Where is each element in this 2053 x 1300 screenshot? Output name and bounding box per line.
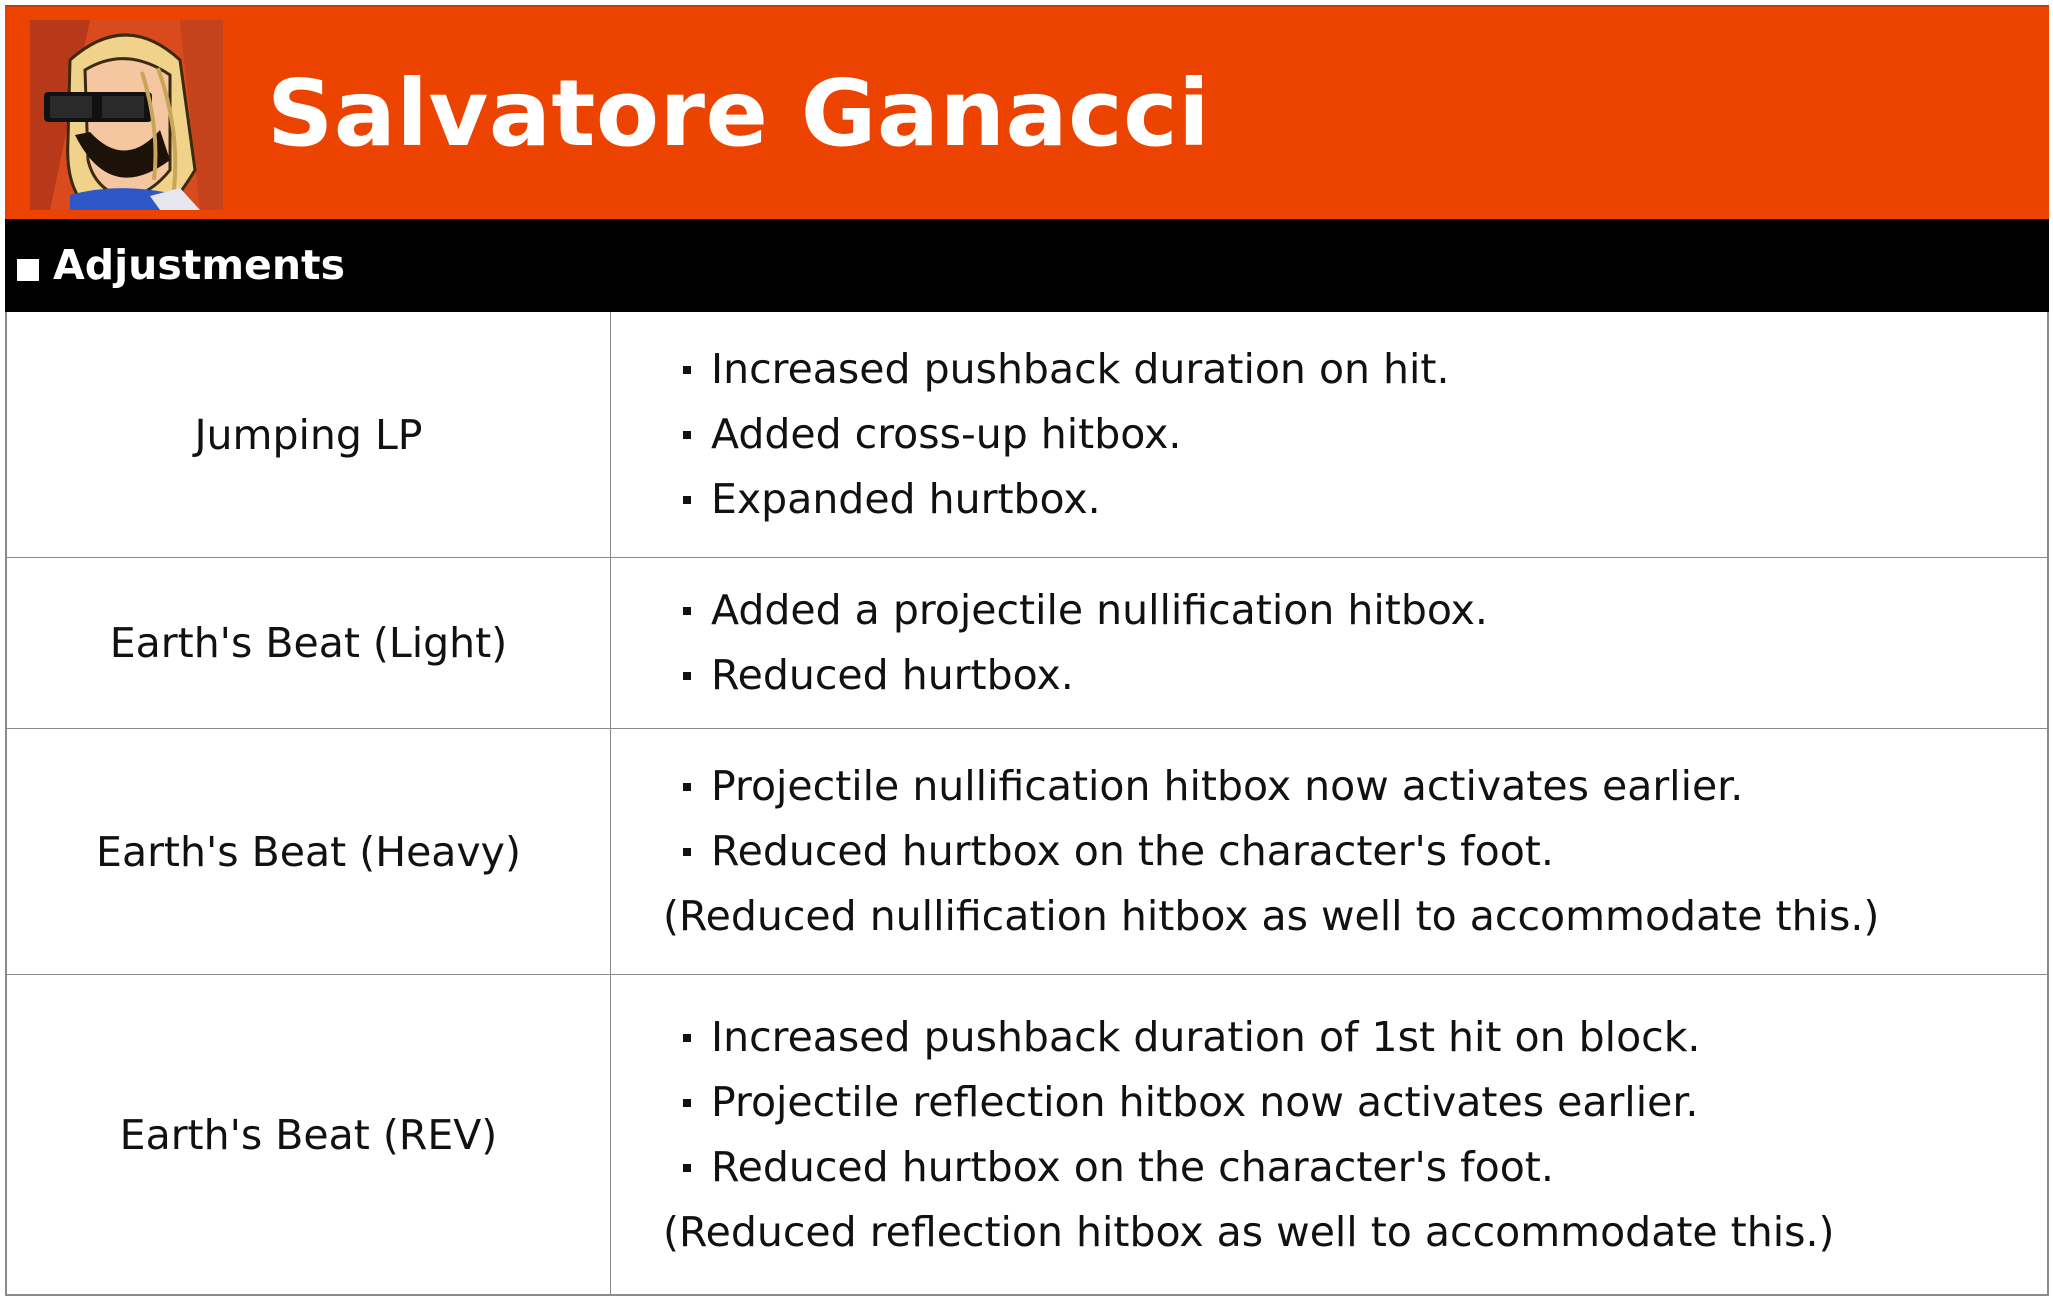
move-name: Earth's Beat (Heavy) bbox=[7, 729, 611, 974]
section-title: Adjustments bbox=[53, 241, 346, 289]
bullet-icon bbox=[683, 366, 691, 374]
bullet-icon bbox=[683, 783, 691, 791]
change-item: Projectile nullification hitbox now activates earlier. bbox=[611, 754, 2047, 819]
bullet-icon bbox=[683, 496, 691, 504]
table-row bbox=[7, 975, 2047, 1294]
character-portrait bbox=[30, 20, 223, 210]
change-note: (Reduced reflection hitbox as well to accommodate this.) bbox=[663, 1207, 1835, 1256]
change-note: (Reduced nullification hitbox as well to accommodate this.) bbox=[663, 892, 1880, 940]
patch-notes-sheet bbox=[5, 5, 2049, 1296]
table-row bbox=[7, 729, 2047, 975]
change-item: Projectile reflection hitbox now activates earlier. bbox=[611, 1070, 2047, 1135]
change-item: Increased pushback duration on hit. bbox=[611, 337, 2047, 402]
change-item: Reduced hurtbox on the character's foot. bbox=[611, 1135, 2047, 1200]
move-name: Earth's Beat (Light) bbox=[7, 558, 611, 728]
table-row bbox=[7, 558, 2047, 729]
bullet-icon bbox=[683, 672, 691, 680]
bullet-icon bbox=[683, 431, 691, 439]
change-item: Added a projectile nullification hitbox. bbox=[611, 578, 2047, 643]
character-portrait-art bbox=[30, 20, 223, 210]
move-name: Earth's Beat (REV) bbox=[7, 975, 611, 1294]
square-bullet-icon bbox=[17, 259, 39, 281]
character-header bbox=[5, 5, 2049, 219]
bullet-icon bbox=[683, 607, 691, 615]
change-list bbox=[611, 729, 2047, 974]
bullet-icon bbox=[683, 1099, 691, 1107]
change-item: Reduced hurtbox. bbox=[611, 643, 2047, 708]
change-list bbox=[611, 558, 2047, 728]
change-item: Reduced hurtbox on the character's foot. bbox=[611, 819, 2047, 884]
change-list bbox=[611, 312, 2047, 557]
change-list bbox=[611, 975, 2047, 1294]
section-header bbox=[5, 219, 2049, 312]
change-item: Added cross-up hitbox. bbox=[611, 402, 2047, 467]
change-item: Expanded hurtbox. bbox=[611, 467, 2047, 532]
change-item: Increased pushback duration of 1st hit on block. bbox=[611, 1005, 2047, 1070]
bullet-icon bbox=[683, 848, 691, 856]
character-name: Salvatore Ganacci bbox=[267, 60, 1211, 167]
table-row bbox=[7, 312, 2047, 558]
move-name: Jumping LP bbox=[7, 312, 611, 557]
bullet-icon bbox=[683, 1034, 691, 1042]
adjustments-table bbox=[5, 312, 2049, 1296]
bullet-icon bbox=[683, 1164, 691, 1172]
